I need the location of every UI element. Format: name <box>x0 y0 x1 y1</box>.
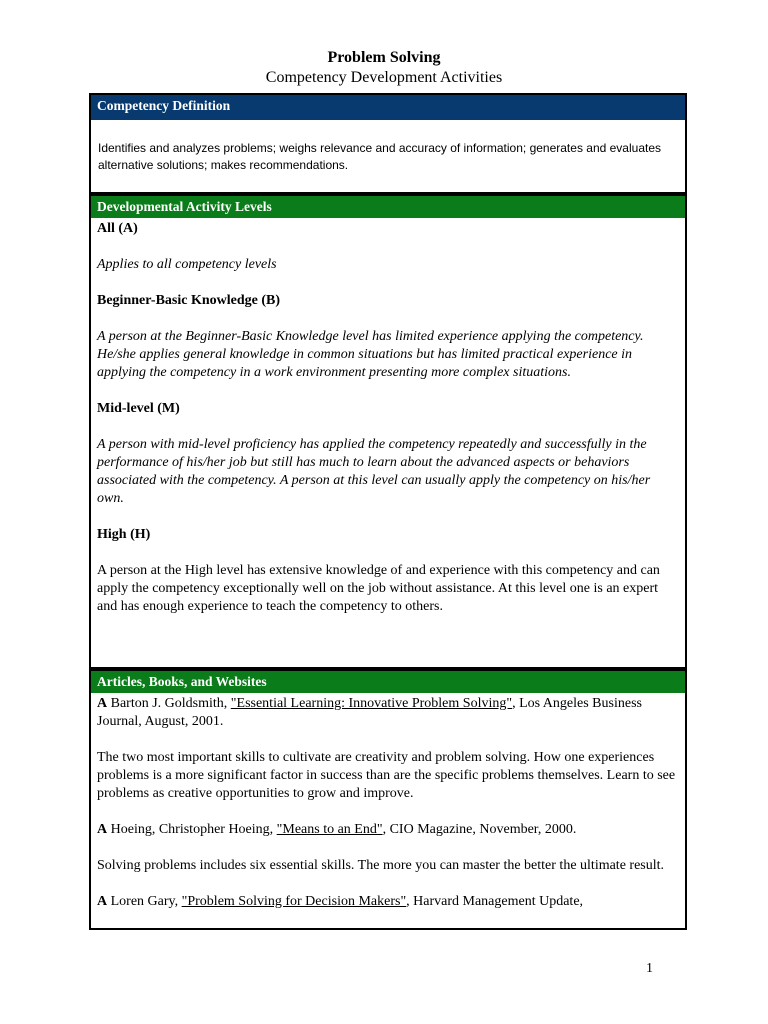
article-citation <box>97 695 679 731</box>
article-author: Loren Gary, <box>110 894 182 909</box>
page-number: 1 <box>646 961 653 976</box>
level-name-beginner: Beginner-Basic Knowledge (B) <box>97 293 281 308</box>
article-link[interactable]: "Problem Solving for Decision Makers" <box>181 894 407 909</box>
article-source: , CIO Magazine, November, 2000. <box>382 822 577 837</box>
levels-section <box>89 194 687 669</box>
level-desc-mid: A person with mid-level proficiency has applied the competency repeatedly and successfully in the performance of his/her job but still has much to learn about the advanced aspects or behaviors associated with the competency. A person at this level can usually apply the competency on his/her own. <box>97 437 651 506</box>
articles-heading: Articles, Books, and Websites <box>91 669 685 693</box>
articles-content <box>97 695 679 929</box>
levels-heading: Developmental Activity Levels <box>91 194 685 218</box>
article-source: , Harvard Management Update, <box>406 894 584 909</box>
level-desc-all: Applies to all competency levels <box>97 257 277 272</box>
article-summary: Solving problems includes six essential skills. The more you can master the better the ultimate result. <box>97 858 665 873</box>
articles-section <box>89 669 687 930</box>
article-source: , Los Angeles Business Journal, August, 2001. <box>97 696 642 729</box>
level-name-mid: Mid-level (M) <box>97 401 180 416</box>
document-subtitle: Competency Development Activities <box>265 69 503 86</box>
level-desc-high: A person at the High level has extensive knowledge of and experience with this competency and can apply the competency exceptionally well on the job without assistance. At this level one is an expert and has enough experience to teach the competency to others. <box>97 563 660 614</box>
definition-section <box>89 93 687 194</box>
level-name-high: High (H) <box>97 527 151 542</box>
levels-content <box>97 220 679 634</box>
article-link[interactable]: "Essential Learning: Innovative Problem Solving" <box>230 696 513 711</box>
article-level: A <box>97 822 108 837</box>
definition-heading: Competency Definition <box>91 95 685 120</box>
level-name-all: All (A) <box>97 221 138 236</box>
article-author: Barton J. Goldsmith, <box>110 696 231 711</box>
document-title: Problem Solving <box>327 49 441 66</box>
article-level: A <box>97 696 108 711</box>
article-link[interactable]: "Means to an End" <box>276 822 383 837</box>
article-citation <box>97 821 679 839</box>
level-desc-beginner: A person at the Beginner-Basic Knowledge level has limited experience applying the competency. He/she applies general knowledge in common situations but has limited practical experience in applying the competency in a work environment presenting more complex situations. <box>97 329 644 380</box>
article-author: Hoeing, Christopher Hoeing, <box>110 822 277 837</box>
article-level: A <box>97 894 108 909</box>
article-summary: The two most important skills to cultivate are creativity and problem solving. How one experiences problems is a more significant factor in success than are the specific problems themselves. Learn to see problems as creative opportunities to grow and improve. <box>97 750 676 801</box>
article-citation <box>97 893 679 911</box>
definition-text: Identifies and analyzes problems; weighs relevance and accuracy of information; generates and evaluates alternative solutions; makes recommendations. <box>98 141 661 172</box>
